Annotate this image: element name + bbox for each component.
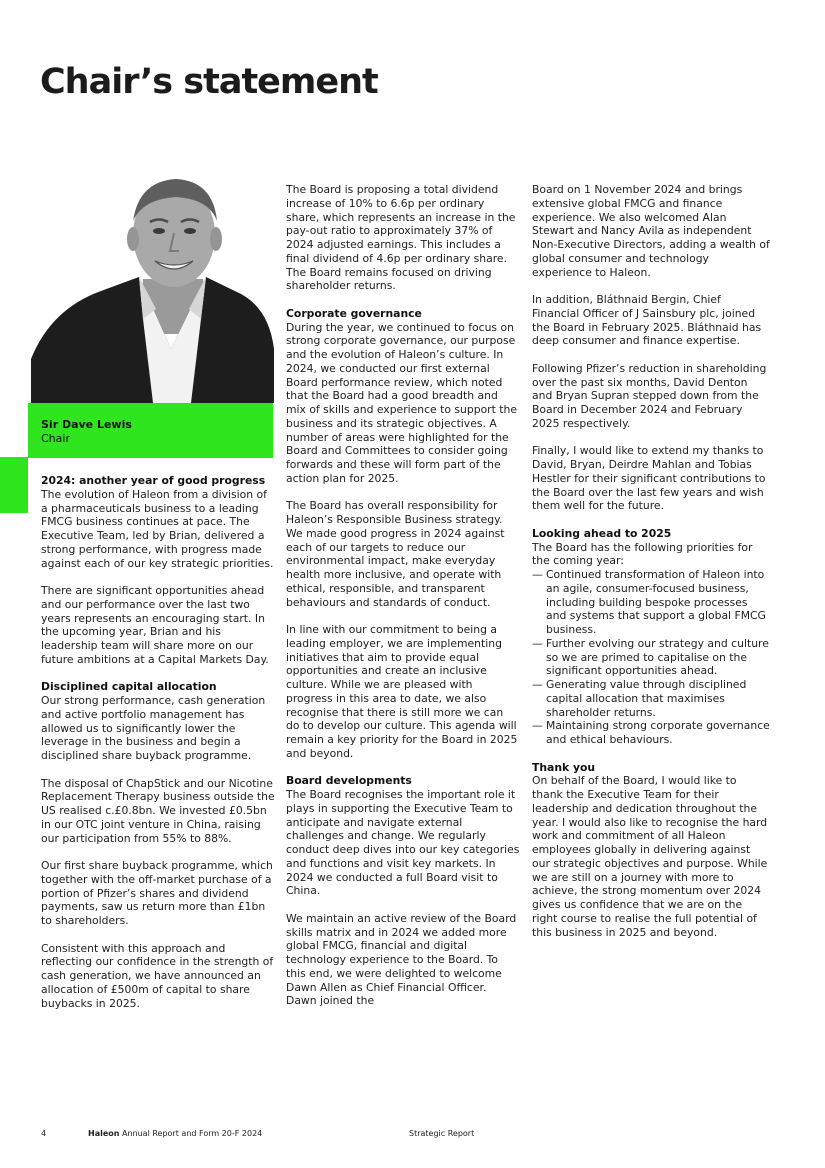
- paragraph: The Board has the following priorities for the coming year:: [532, 540, 753, 568]
- caption-name: Sir Dave Lewis: [41, 418, 132, 431]
- chair-portrait: [31, 159, 274, 403]
- list-item: — Continued transformation of Haleon into an agile, consumer-focused business, including building bespoke processes and systems that support a global FMCG business.: [532, 568, 770, 637]
- priorities-list: [532, 568, 770, 747]
- column-3: [532, 183, 770, 953]
- paragraph: The evolution of Haleon from a division of a pharmaceuticals business to a leading FMCG business continues at pace. The Executive Team, led by Brian, delivered a strong performance, with progress made against each of our key strategic priorities.: [41, 487, 274, 570]
- footer-section: Strategic Report: [409, 1129, 475, 1138]
- paragraph: There are significant opportunities ahead and our performance over the last two years represents an encouraging start. In the upcoming year, Brian and his leadership team will share more on our future ambitions at a Capital Markets Day.: [41, 584, 269, 666]
- accent-block: [0, 457, 28, 513]
- caption-box: [28, 403, 273, 458]
- paragraph: Consistent with this approach and reflecting our confidence in the strength of cash generation, we have announced an allocation of £500m of capital to share buybacks in 2025.: [41, 941, 274, 1010]
- section-heading: Disciplined capital allocation: [41, 680, 217, 694]
- paragraph: Board on 1 November 2024 and brings extensive global FMCG and finance experience. We also welcomed Alan Stewart and Nancy Avila as independent Non-Executive Directors, adding a wealth of global consumer and technology experience to Haleon.: [532, 183, 770, 279]
- paragraph: Our strong performance, cash generation and active portfolio management has allowed us to significantly lower the leverage in the business and begin a disciplined share buyback programme.: [41, 694, 266, 762]
- paragraph: Finally, I would like to extend my thanks to David, Bryan, Deirdre Mahlan and Tobias Hestler for their significant contributions to the Board over the last few years and wish them well for the future.: [532, 444, 766, 513]
- paragraph: The disposal of ChapStick and our Nicotine Replacement Therapy business outside the US realised c.£0.8bn. We invested £0.5bn in our OTC joint venture in China, raising our participation from 55% to 88%.: [41, 776, 275, 845]
- footer-page-number: 4: [41, 1129, 47, 1138]
- section-heading: Looking ahead to 2025: [532, 526, 672, 540]
- paragraph: The Board has overall responsibility for Haleon’s Responsible Business strategy. We made good progress in 2024 against each of our targets to reduce our environmental impact, make everyday health more inclusive, and operate with ethical, responsible, and transparent behaviours and standards of conduct.: [286, 499, 505, 609]
- portrait-image: [31, 159, 274, 403]
- column-1: [41, 474, 276, 1024]
- section-heading: 2024: another year of good progress: [41, 474, 266, 487]
- caption-role: Chair: [41, 432, 70, 445]
- list-item: — Further evolving our strategy and culture so we are primed to capitalise on the significant opportunities ahead.: [532, 637, 770, 678]
- column-2: [286, 183, 520, 1022]
- list-item: — Generating value through disciplined capital allocation that maximises shareholder returns.: [532, 678, 770, 719]
- page-title: Chair’s statement: [40, 62, 378, 102]
- footer-report: [88, 1129, 262, 1138]
- paragraph: In addition, Bláthnaid Bergin, Chief Financial Officer of J Sainsbury plc, joined the Board in February 2025. Bláthnaid has deep consumer and finance expertise.: [532, 293, 762, 348]
- paragraph: Following Pfizer’s reduction in shareholding over the past six months, David Denton and Bryan Supran stepped down from the Board in December 2024 and February 2025 respectively.: [532, 361, 767, 430]
- footer-report-title: Annual Report and Form 20-F 2024: [122, 1129, 263, 1138]
- paragraph: We maintain an active review of the Board skills matrix and in 2024 we added more global FMCG, financial and digital technology experience to the Board. To this end, we were delighted to welcome Dawn Allen as Chief Financial Officer. Dawn joined the: [286, 911, 517, 1008]
- paragraph: Our first share buyback programme, which together with the off-market purchase of a portion of Pfizer’s shares and dividend payments, saw us return more than £1bn to shareholders.: [41, 859, 273, 927]
- paragraph: The Board is proposing a total dividend increase of 10% to 6.6p per ordinary share, which represents an increase in the pay-out ratio to approximately 37% of 2024 adjusted earnings. This includes a final dividend of 4.6p per ordinary share. The Board remains focused on driving shareholder returns.: [286, 183, 516, 293]
- paragraph: During the year, we continued to focus on strong corporate governance, our purpose and the evolution of Haleon’s culture. In 2024, we conducted our first external Board performance review, which noted that the Board had a good breadth and mix of skills and experience to support the business and its strategic objectives. A number of areas were highlighted for the Board and Committees to consider going forwards and these will form part of the action plan for 2025.: [286, 320, 518, 485]
- paragraph: The Board recognises the important role it plays in supporting the Executive Team to anticipate and navigate external challenges and change. We regularly conduct deep dives into our key categories and functions and visit key markets. In 2024 we conducted a full Board visit to China.: [286, 788, 520, 898]
- paragraph: In line with our commitment to being a leading employer, we are implementing initiatives that aim to provide equal opportunities and create an inclusive culture. While we are pleased with progress in this area to date, we also recognise that there is still more we can do to develop our culture. This agenda will remain a key priority for the Board in 2025 and beyond.: [286, 623, 518, 760]
- footer-brand: Haleon: [88, 1129, 120, 1138]
- list-item: — Maintaining strong corporate governance and ethical behaviours.: [532, 719, 770, 747]
- section-heading: Thank you: [532, 760, 596, 774]
- section-heading: Corporate governance: [286, 306, 422, 320]
- section-heading: Board developments: [286, 774, 412, 788]
- paragraph: On behalf of the Board, I would like to thank the Executive Team for their leadership and dedication throughout the year. I would also like to recognise the hard work and commitment of all Haleon employees globally in delivering against our strategic objectives and purpose. While we are still on a journey with more to achieve, the strong momentum over 2024 gives us confidence that we are on the right course to realise the full potential of this business in 2025 and beyond.: [532, 774, 768, 939]
